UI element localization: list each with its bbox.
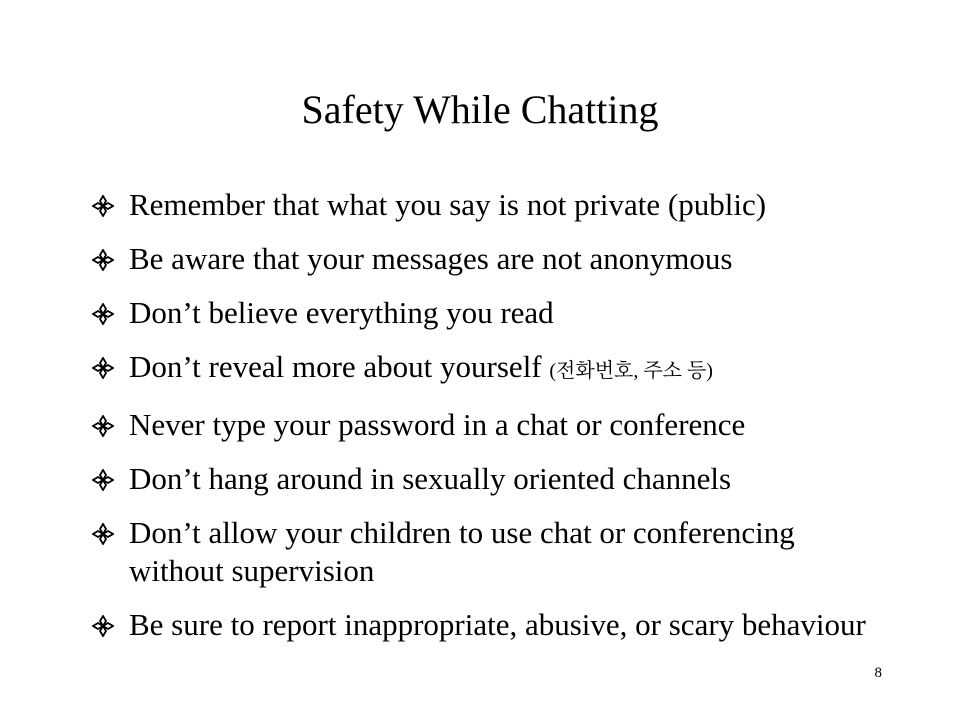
bullet-item xyxy=(92,514,892,590)
bullet-text: Don’t allow your children to use chat or conferencing without supervision xyxy=(129,515,795,588)
four-diamond-star-icon xyxy=(92,469,114,491)
bullet-text: Never type your password in a chat or conference xyxy=(129,407,746,442)
slide-title: Safety While Chatting xyxy=(301,87,659,132)
bullet-text: Don’t believe everything you read xyxy=(129,295,554,330)
four-diamond-star-icon xyxy=(92,615,114,637)
bullet-item xyxy=(92,294,892,332)
four-diamond-star-icon xyxy=(92,357,114,379)
bullet-item xyxy=(92,240,892,278)
bullet-text: Remember that what you say is not private (public) xyxy=(129,187,767,222)
bullet-item xyxy=(92,348,892,390)
four-diamond-star-icon xyxy=(92,303,114,325)
bullet-item xyxy=(92,460,892,498)
four-diamond-star-icon xyxy=(92,249,114,271)
four-diamond-star-icon xyxy=(92,523,114,545)
page-number: 8 xyxy=(874,665,882,681)
bullet-item xyxy=(92,606,892,644)
bullet-text: Be sure to report inappropriate, abusive, or scary behaviour xyxy=(129,607,866,642)
bullet-text: Don’t reveal more about yourself xyxy=(129,349,550,384)
four-diamond-star-icon xyxy=(92,195,114,217)
bullet-note: (전화번호, 주소 등) xyxy=(549,360,713,382)
bullet-list xyxy=(92,186,892,660)
bullet-text: Be aware that your messages are not anonymous xyxy=(129,241,733,276)
four-diamond-star-icon xyxy=(92,415,114,437)
bullet-text: Don’t hang around in sexually oriented channels xyxy=(129,461,732,496)
bullet-item xyxy=(92,406,892,444)
bullet-item xyxy=(92,186,892,224)
